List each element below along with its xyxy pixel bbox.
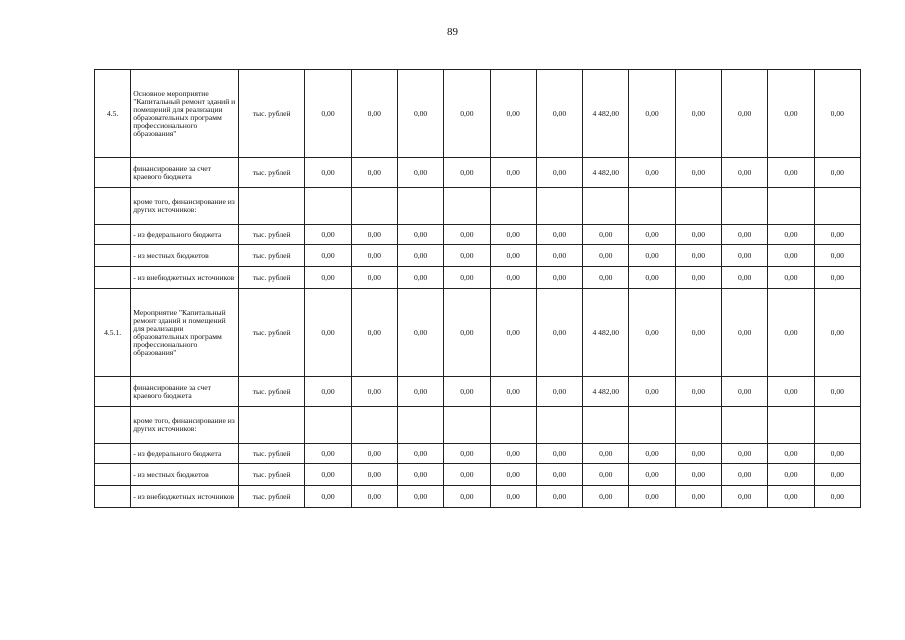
row-unit: тыс. рублей xyxy=(238,70,304,158)
row-value: 0,00 xyxy=(814,377,860,407)
row-value xyxy=(305,188,351,225)
row-value: 0,00 xyxy=(814,245,860,267)
row-value: 0,00 xyxy=(444,377,490,407)
row-value xyxy=(768,188,814,225)
row-value: 0,00 xyxy=(768,245,814,267)
row-value: 0,00 xyxy=(722,289,768,377)
row-value: 4 482,00 xyxy=(583,70,629,158)
row-value xyxy=(722,188,768,225)
row-unit: тыс. рублей xyxy=(238,444,304,464)
row-value: 0,00 xyxy=(305,158,351,188)
row-code xyxy=(95,407,131,444)
row-name: кроме того, финансирование из других источников: xyxy=(131,407,239,444)
row-code xyxy=(95,377,131,407)
row-value: 0,00 xyxy=(814,289,860,377)
row-value: 0,00 xyxy=(629,70,675,158)
row-value: 0,00 xyxy=(675,70,721,158)
row-value: 0,00 xyxy=(722,267,768,289)
row-value: 0,00 xyxy=(675,225,721,245)
row-value: 0,00 xyxy=(397,377,443,407)
row-value: 0,00 xyxy=(351,486,397,508)
row-value: 0,00 xyxy=(583,486,629,508)
row-name: - из внебюджетных источников xyxy=(131,486,239,508)
row-value: 0,00 xyxy=(629,444,675,464)
row-code xyxy=(95,158,131,188)
row-value: 0,00 xyxy=(490,245,536,267)
row-value: 4 482,00 xyxy=(583,377,629,407)
row-code xyxy=(95,267,131,289)
row-unit: тыс. рублей xyxy=(238,486,304,508)
table-row xyxy=(95,377,861,407)
row-value: 0,00 xyxy=(722,486,768,508)
row-value: 0,00 xyxy=(722,377,768,407)
row-value xyxy=(675,407,721,444)
row-code xyxy=(95,188,131,225)
row-value: 0,00 xyxy=(351,245,397,267)
row-value: 0,00 xyxy=(305,267,351,289)
page-number: 89 xyxy=(447,26,458,38)
row-name: финансирование за счет краевого бюджета xyxy=(131,158,239,188)
row-value: 0,00 xyxy=(490,225,536,245)
row-value: 0,00 xyxy=(351,267,397,289)
row-name: - из местных бюджетов xyxy=(131,464,239,486)
row-value: 0,00 xyxy=(397,464,443,486)
row-value: 0,00 xyxy=(444,464,490,486)
row-value: 0,00 xyxy=(536,158,582,188)
row-value xyxy=(305,407,351,444)
row-name: - из федерального бюджета xyxy=(131,225,239,245)
row-value: 0,00 xyxy=(490,377,536,407)
row-value: 0,00 xyxy=(305,486,351,508)
row-value: 0,00 xyxy=(768,70,814,158)
row-value: 0,00 xyxy=(490,158,536,188)
row-value xyxy=(629,407,675,444)
row-value: 0,00 xyxy=(629,486,675,508)
row-value: 0,00 xyxy=(814,444,860,464)
table-row xyxy=(95,444,861,464)
row-name: Мероприятие "Капитальный ремонт зданий и помещений для реализации образовательных программ профессионального образования" xyxy=(131,289,239,377)
row-value: 0,00 xyxy=(305,225,351,245)
row-value xyxy=(351,188,397,225)
row-value: 0,00 xyxy=(814,464,860,486)
row-value: 0,00 xyxy=(397,289,443,377)
row-value xyxy=(397,188,443,225)
row-name: - из федерального бюджета xyxy=(131,444,239,464)
row-value: 0,00 xyxy=(675,444,721,464)
row-unit: тыс. рублей xyxy=(238,464,304,486)
row-value: 0,00 xyxy=(814,225,860,245)
row-value: 0,00 xyxy=(397,444,443,464)
row-name: - из внебюджетных источников xyxy=(131,267,239,289)
row-value: 0,00 xyxy=(722,70,768,158)
row-value: 0,00 xyxy=(814,486,860,508)
row-value: 0,00 xyxy=(675,158,721,188)
row-value: 0,00 xyxy=(629,464,675,486)
row-unit: тыс. рублей xyxy=(238,289,304,377)
row-value xyxy=(814,407,860,444)
row-code: 4.5.1. xyxy=(95,289,131,377)
row-unit xyxy=(238,407,304,444)
row-value: 0,00 xyxy=(536,225,582,245)
row-value: 0,00 xyxy=(629,289,675,377)
row-value: 0,00 xyxy=(397,70,443,158)
row-value: 0,00 xyxy=(444,70,490,158)
row-code: 4.5. xyxy=(95,70,131,158)
row-unit: тыс. рублей xyxy=(238,377,304,407)
row-value: 0,00 xyxy=(351,464,397,486)
row-value: 0,00 xyxy=(444,267,490,289)
row-value xyxy=(444,188,490,225)
row-value: 0,00 xyxy=(768,225,814,245)
row-value: 0,00 xyxy=(583,267,629,289)
row-value: 0,00 xyxy=(814,70,860,158)
row-value: 0,00 xyxy=(583,245,629,267)
row-value xyxy=(444,407,490,444)
row-code xyxy=(95,245,131,267)
row-value: 0,00 xyxy=(675,245,721,267)
table-row xyxy=(95,70,861,158)
row-value: 0,00 xyxy=(675,289,721,377)
row-value: 0,00 xyxy=(444,225,490,245)
row-value: 0,00 xyxy=(490,289,536,377)
row-value: 0,00 xyxy=(629,158,675,188)
row-value xyxy=(629,188,675,225)
row-value xyxy=(583,188,629,225)
row-value: 0,00 xyxy=(768,464,814,486)
row-value: 0,00 xyxy=(768,444,814,464)
row-value: 0,00 xyxy=(351,70,397,158)
row-value: 0,00 xyxy=(397,486,443,508)
row-value: 0,00 xyxy=(351,377,397,407)
row-value: 0,00 xyxy=(490,444,536,464)
row-value: 0,00 xyxy=(722,225,768,245)
row-value: 0,00 xyxy=(536,464,582,486)
row-value: 0,00 xyxy=(675,267,721,289)
row-value: 0,00 xyxy=(397,225,443,245)
row-unit: тыс. рублей xyxy=(238,225,304,245)
row-value: 0,00 xyxy=(490,267,536,289)
table-row xyxy=(95,486,861,508)
row-value: 0,00 xyxy=(490,464,536,486)
row-value: 0,00 xyxy=(351,444,397,464)
row-value: 0,00 xyxy=(397,267,443,289)
row-value: 0,00 xyxy=(814,267,860,289)
row-value: 0,00 xyxy=(397,158,443,188)
row-value xyxy=(536,188,582,225)
row-value xyxy=(351,407,397,444)
row-value: 0,00 xyxy=(305,245,351,267)
row-value xyxy=(490,407,536,444)
row-value xyxy=(490,188,536,225)
row-value xyxy=(583,407,629,444)
table-row xyxy=(95,188,861,225)
row-value: 0,00 xyxy=(583,225,629,245)
row-value: 0,00 xyxy=(351,289,397,377)
table-row xyxy=(95,289,861,377)
row-value: 0,00 xyxy=(722,158,768,188)
row-value xyxy=(675,188,721,225)
table-row xyxy=(95,158,861,188)
row-value: 0,00 xyxy=(444,444,490,464)
row-value: 0,00 xyxy=(536,444,582,464)
row-unit: тыс. рублей xyxy=(238,158,304,188)
row-value: 0,00 xyxy=(444,486,490,508)
row-value: 0,00 xyxy=(351,158,397,188)
row-value: 0,00 xyxy=(629,267,675,289)
row-value: 0,00 xyxy=(444,289,490,377)
row-value: 0,00 xyxy=(629,377,675,407)
row-value: 4 482,00 xyxy=(583,289,629,377)
table-row xyxy=(95,225,861,245)
row-value: 0,00 xyxy=(351,225,397,245)
budget-table xyxy=(94,69,861,508)
row-value: 0,00 xyxy=(814,158,860,188)
row-value: 0,00 xyxy=(768,158,814,188)
row-code xyxy=(95,486,131,508)
row-value xyxy=(768,407,814,444)
row-value: 4 482,00 xyxy=(583,158,629,188)
row-code xyxy=(95,225,131,245)
row-value xyxy=(722,407,768,444)
table-row xyxy=(95,407,861,444)
row-value: 0,00 xyxy=(629,225,675,245)
row-name: кроме того, финансирование из других источников: xyxy=(131,188,239,225)
row-value: 0,00 xyxy=(444,158,490,188)
table-row xyxy=(95,464,861,486)
row-value: 0,00 xyxy=(722,464,768,486)
row-value xyxy=(397,407,443,444)
row-value: 0,00 xyxy=(722,245,768,267)
row-value: 0,00 xyxy=(536,377,582,407)
row-name: финансирование за счет краевого бюджета xyxy=(131,377,239,407)
row-value: 0,00 xyxy=(768,267,814,289)
table-row xyxy=(95,267,861,289)
row-value: 0,00 xyxy=(675,377,721,407)
row-value: 0,00 xyxy=(768,377,814,407)
row-value: 0,00 xyxy=(629,245,675,267)
row-value: 0,00 xyxy=(536,70,582,158)
row-value: 0,00 xyxy=(490,486,536,508)
row-unit: тыс. рублей xyxy=(238,267,304,289)
row-value: 0,00 xyxy=(536,245,582,267)
table-row xyxy=(95,245,861,267)
row-value: 0,00 xyxy=(675,464,721,486)
row-value: 0,00 xyxy=(444,245,490,267)
row-value: 0,00 xyxy=(305,377,351,407)
row-value: 0,00 xyxy=(536,289,582,377)
row-code xyxy=(95,464,131,486)
row-value: 0,00 xyxy=(583,464,629,486)
row-value: 0,00 xyxy=(305,444,351,464)
row-value: 0,00 xyxy=(583,444,629,464)
row-value: 0,00 xyxy=(768,289,814,377)
row-value: 0,00 xyxy=(675,486,721,508)
row-name: - из местных бюджетов xyxy=(131,245,239,267)
row-value: 0,00 xyxy=(536,267,582,289)
row-value: 0,00 xyxy=(305,70,351,158)
row-value: 0,00 xyxy=(305,464,351,486)
row-unit xyxy=(238,188,304,225)
row-code xyxy=(95,444,131,464)
row-value: 0,00 xyxy=(490,70,536,158)
row-value: 0,00 xyxy=(305,289,351,377)
row-value: 0,00 xyxy=(768,486,814,508)
row-value: 0,00 xyxy=(536,486,582,508)
row-value xyxy=(536,407,582,444)
row-unit: тыс. рублей xyxy=(238,245,304,267)
row-name: Основное мероприятие "Капитальный ремонт зданий и помещений для реализации образовательных программ профессионального образования" xyxy=(131,70,239,158)
row-value xyxy=(814,188,860,225)
row-value: 0,00 xyxy=(397,245,443,267)
row-value: 0,00 xyxy=(722,444,768,464)
